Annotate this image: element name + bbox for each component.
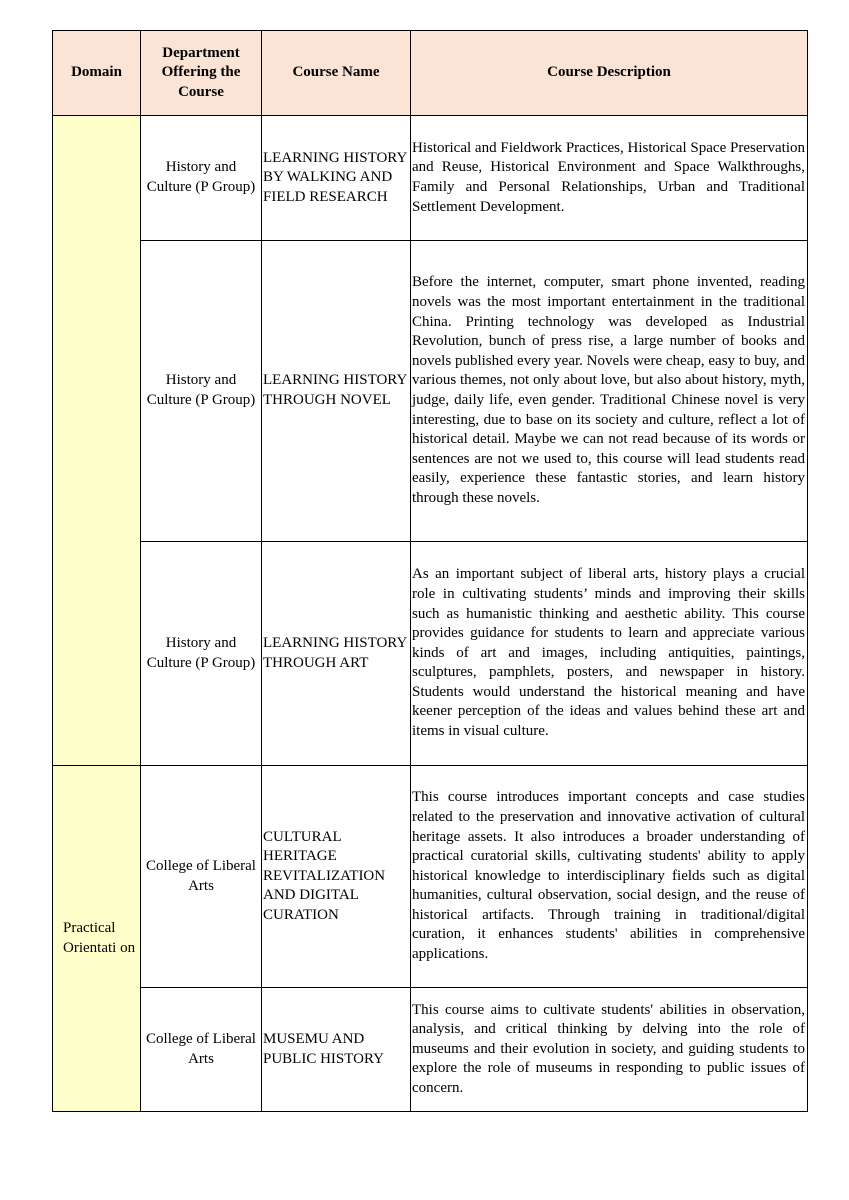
table-row <box>53 988 808 1112</box>
course-name-cell: CULTURAL HERITAGE REVITALIZATION AND DIGITAL CURATION <box>262 766 411 988</box>
department-cell: History and Culture (P Group) <box>141 542 262 766</box>
table-row <box>53 241 808 542</box>
course-name-cell: LEARNING HISTORY THROUGH ART <box>262 542 411 766</box>
table-row <box>53 116 808 241</box>
course-name-cell: LEARNING HISTORY THROUGH NOVEL <box>262 241 411 542</box>
header-course-description: Course Description <box>411 31 808 116</box>
table-header <box>53 31 808 116</box>
department-cell: History and Culture (P Group) <box>141 241 262 542</box>
header-domain: Domain <box>53 31 141 116</box>
course-description-cell: Before the internet, computer, smart phone invented, reading novels was the most important entertainment in the traditional China. Printing technology was developed as Industrial Revolution, bunch of press rise, a large number of books and novels published every year. Novels were cheap, easy to buy, and various themes, not only about love, but also about history, myth, judge, daily life, even gender. Traditional Chinese novel is very interesting, due to base on its society and culture, reflect a lot of historical detail. Maybe we can not read because of its words or sentences are not we used to, this course will lead students read easily, experience these fantastic stories, and learn history through these novels. <box>411 241 808 542</box>
header-course-name: Course Name <box>262 31 411 116</box>
course-name-cell: LEARNING HISTORY BY WALKING AND FIELD RESEARCH <box>262 116 411 241</box>
domain-cell-practical-orientation: Practical Orientati on <box>53 766 141 1112</box>
course-description-cell: Historical and Fieldwork Practices, Historical Space Preservation and Reuse, Historical Environment and Space Walkthroughs, Family and Personal Relationships, Urban and Traditional Settlement Development. <box>411 116 808 241</box>
header-department: Department Offering the Course <box>141 31 262 116</box>
course-name-cell: MUSEMU AND PUBLIC HISTORY <box>262 988 411 1112</box>
table-body <box>53 116 808 1112</box>
department-cell: College of Liberal Arts <box>141 988 262 1112</box>
domain-cell-first <box>53 116 141 766</box>
table-row <box>53 542 808 766</box>
course-description-cell: This course introduces important concepts and case studies related to the preservation and innovative activation of cultural heritage assets. It also introduces a broader understanding of practical curatorial skills, cultivating students' ability to apply historical knowledge to interdisciplinary fields such as digital humanities, cultural observation, social design, and the reuse of historical artifacts. Through training in traditional/digital curation, it enhances students' abilities in comprehensive applications. <box>411 766 808 988</box>
course-description-cell: As an important subject of liberal arts, history plays a crucial role in cultivating students’ minds and improving their skills such as humanistic thinking and aesthetic ability. This course provides guidance for students to learn and appreciate various kinds of art and images, including antiquities, paintings, sculptures, pamphlets, posters, and newspaper in history. Students would understand the historical meaning and have keener perception of the ideas and values behind these art and items in visual culture. <box>411 542 808 766</box>
course-description-cell: This course aims to cultivate students' abilities in observation, analysis, and critical thinking by delving into the role of museums and their evolution in society, and guiding students to explore the role of museums in responding to public issues of concern. <box>411 988 808 1112</box>
department-cell: History and Culture (P Group) <box>141 116 262 241</box>
header-row <box>53 31 808 116</box>
course-table <box>52 30 808 1112</box>
department-cell: College of Liberal Arts <box>141 766 262 988</box>
table-row <box>53 766 808 988</box>
